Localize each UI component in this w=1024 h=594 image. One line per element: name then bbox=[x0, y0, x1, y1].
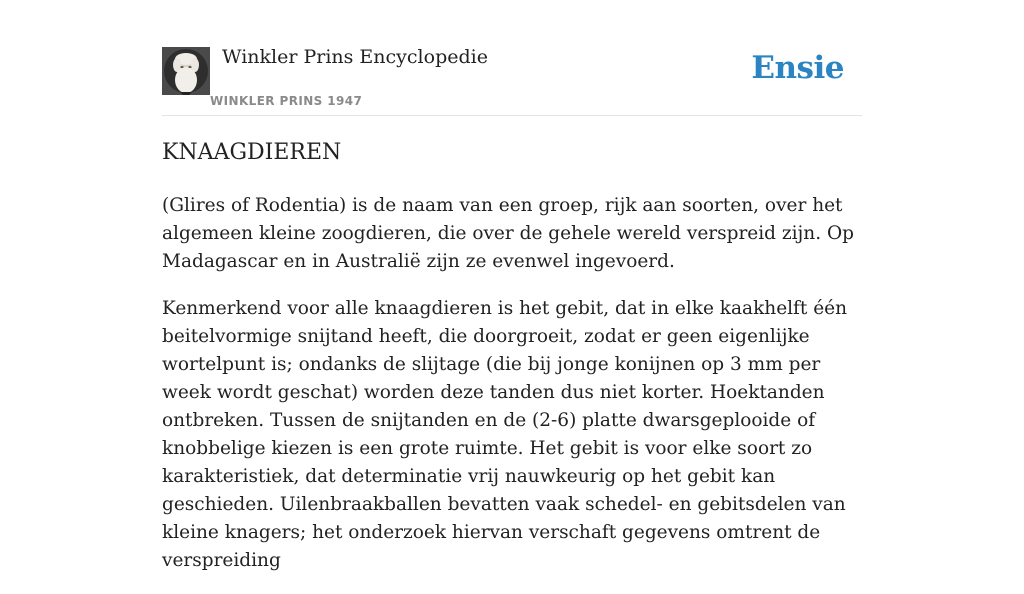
source-subtitle[interactable]: WINKLER PRINS 1947 bbox=[210, 94, 363, 108]
source-title[interactable]: Winkler Prins Encyclopedie bbox=[222, 46, 488, 68]
article-paragraph: Kenmerkend voor alle knaagdieren is het gebit, dat in elke kaakhelft één beitelvormige snijtand heeft, die doorgroeit, zodat er geen eigenlijke wortelpunt is; ondanks de slijtage (die bij jonge konijnen op 3 mm per week wordt geschat) worden deze tanden dus niet korter. Hoektanden ontbreken. Tussen de snijtanden en de (2-6) platte dwarsgeplooide of knobbelige kiezen is een grote ruimte. Het gebit is voor elke soort zo karakteristiek, dat determinatie vrij nauwkeurig op het gebit kan geschieden. Uilenbraakballen bevatten vaak schedel- en gebitsdelen van kleine knagers; het onderzoek hiervan verschaft gegevens omtrent de verspreiding bbox=[162, 298, 848, 571]
portrait-icon bbox=[162, 47, 210, 95]
article-paragraph: (Glires of Rodentia) is de naam van een groep, rijk aan soorten, over het algemeen kleine zoogdieren, die over de gehele wereld verspreid zijn. Op Madagascar en in Australië zijn ze evenwel ingevoerd. bbox=[162, 195, 854, 272]
article-title: KNAAGDIEREN bbox=[162, 140, 342, 165]
brand-logo[interactable]: Ensie bbox=[751, 50, 844, 86]
article-body bbox=[162, 192, 862, 594]
source-avatar[interactable] bbox=[162, 47, 210, 95]
source-header bbox=[162, 38, 862, 116]
